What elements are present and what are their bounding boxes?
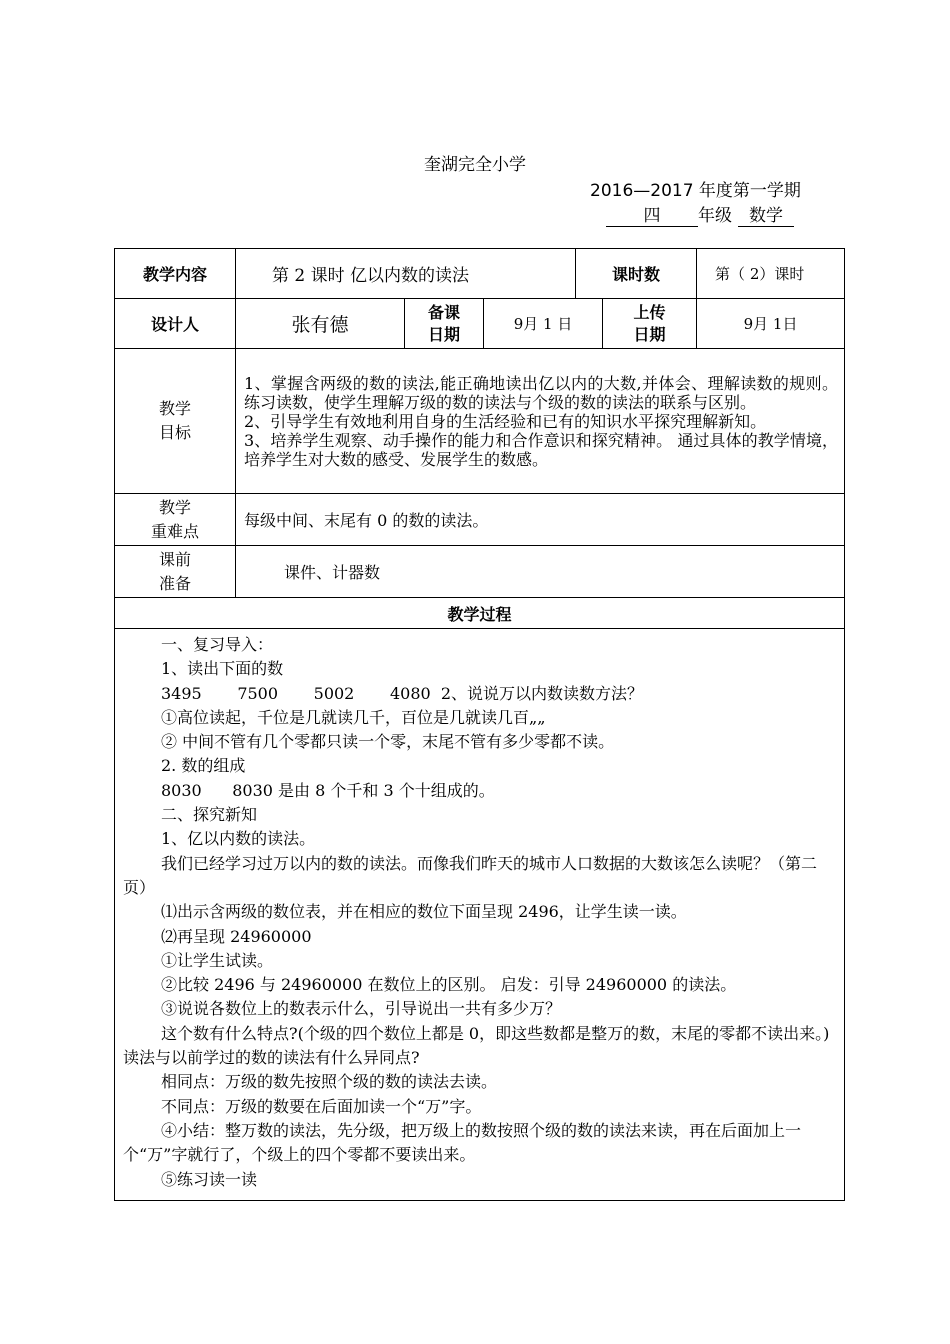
grade-label: 年级	[698, 206, 732, 226]
prep-label-line2: 准备	[158, 573, 191, 593]
upload-date-label-line1: 上传	[633, 302, 666, 322]
process-line-16: 这个数有什么特点?(个级的四个数位上都是 0，即这些数都是整万的数，末尾的零都不读出来。)读法与以前学过的数的读法有什么异同点?	[123, 1023, 830, 1068]
difficulty-label	[115, 494, 236, 546]
process-line-13: ①让学生试读。	[161, 950, 274, 970]
prep-label	[115, 546, 236, 598]
process-row	[115, 629, 845, 1201]
designer-row	[115, 299, 845, 349]
process-line-2: 1、读出下面的数	[161, 659, 284, 679]
process-line-4: ①高位读起，千位是几就读几千，百位是几就读几百„„	[161, 707, 546, 727]
process-line-10: 我们已经学习过万以内的数的读法。而像我们昨天的城市人口数据的大数该怎么读呢？（第二页）	[123, 853, 818, 897]
difficulty-row	[115, 494, 845, 546]
process-line-7: 8030 8030 是由 8 个千和 3 个十组成的。	[161, 780, 495, 800]
prep-text: 课件、计器数	[236, 546, 845, 598]
term-label: 2016—2017 年度第一学期	[590, 181, 801, 201]
process-line-18: 不同点：万级的数要在后面加读一个“万”字。	[161, 1096, 482, 1116]
process-line-5: ② 中间不管有几个零都只读一个零，末尾不管有多少零都不读。	[161, 732, 615, 752]
goal-line-3: 3、培养学生观察、动手操作的能力和合作意识和探究精神。 通过具体的教学情境，培养学生对大数的感受、发展学生的数感。	[244, 430, 839, 469]
goal-line-1: 1、掌握含两级的数的读法,能正确地读出亿以内的大数,并体会、理解读数的规则。 练习读数，使学生理解万级的数的读法与个级的数的读法的联系与区别。	[244, 373, 839, 412]
process-title: 教学过程	[115, 598, 845, 629]
school-name: 奎湖完全小学	[424, 155, 526, 175]
goals-text	[236, 349, 845, 494]
prep-date-label-line1: 备课	[427, 302, 460, 322]
process-line-6: 2. 数的组成	[161, 756, 246, 776]
process-line-20: ⑤练习读一读	[161, 1169, 258, 1189]
goals-row	[115, 349, 845, 494]
lesson-plan-table	[114, 248, 845, 1201]
prep-date-value: 9月 1 日	[484, 299, 603, 349]
content-value: 第 2 课时 亿以内数的读法	[236, 249, 576, 299]
process-content	[115, 629, 845, 1201]
process-line-8: 二、探究新知	[161, 805, 258, 825]
process-line-1: 一、复习导入：	[161, 635, 274, 654]
upload-date-label	[603, 299, 697, 349]
difficulty-label-line1: 教学	[158, 497, 191, 517]
prep-row	[115, 546, 845, 598]
goal-line-2: 2、引导学生有效地利用自身的生活经验和已有的知识水平探究理解新知。	[244, 411, 767, 431]
process-line-3: 3495 7500 5002 4080 2、说说万以内数读数方法？	[161, 683, 644, 703]
subject-value: 数学	[738, 201, 794, 227]
process-title-row	[115, 598, 845, 629]
process-line-12: ⑵再呈现 24960000	[161, 926, 312, 946]
goals-label-line1: 教学	[158, 399, 191, 418]
process-line-15: ③说说各数位上的数表示什么，引导说出一共有多少万？	[161, 999, 562, 1019]
grade-subject-line	[606, 201, 794, 227]
upload-date-label-line2: 日期	[633, 324, 666, 344]
designer-value: 张有德	[236, 299, 405, 349]
prep-date-label	[405, 299, 484, 349]
content-label: 教学内容	[115, 249, 236, 299]
process-line-19: ④小结：整万数的读法，先分级，把万级上的数按照个级的数的读法来读，再在后面加上一个“万”字就行了，个级上的四个零都不要读出来。	[123, 1120, 802, 1165]
difficulty-text: 每级中间、末尾有 0 的数的读法。	[236, 494, 845, 546]
upload-date-value: 9月 1日	[697, 299, 845, 349]
content-row	[115, 249, 845, 299]
process-line-14: ②比较 2496 与 24960000 在数位上的区别。 启发：引导 24960000 的读法。	[161, 975, 737, 995]
process-line-9: 1、亿以内数的读法。	[161, 829, 316, 849]
prep-label-line1: 课前	[158, 549, 191, 569]
process-line-11: ⑴出示含两级的数位表，并在相应的数位下面呈现 2496，让学生读一读。	[161, 902, 687, 922]
designer-label: 设计人	[115, 299, 236, 349]
goals-label-line2: 目标	[158, 423, 191, 442]
goals-label	[115, 349, 236, 494]
prep-date-label-line2: 日期	[427, 324, 460, 344]
process-line-17: 相同点：万级的数先按照个级的数的读法去读。	[161, 1072, 498, 1092]
grade-value: 四	[606, 201, 698, 227]
difficulty-label-line2: 重难点	[150, 521, 199, 541]
hours-label: 课时数	[576, 249, 697, 299]
hours-value: 第（ 2）课时	[697, 249, 845, 299]
